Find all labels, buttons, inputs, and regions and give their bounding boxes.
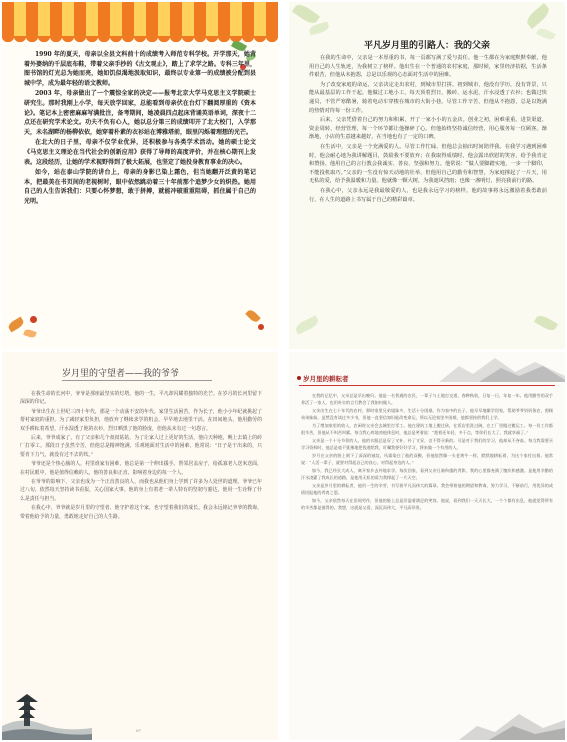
paragraph: 后来，父亲凭借着自己的努力和积累，开了一家小小的五金店。创业之初，困难重重。进货渠道、资金周转、经营管理，每一个环节都让他操碎了心。但他始终坚持诚信经营，用心服务每一位顾客。渐渐地，小店的生意越来越好，在当地也有了一定的口碑。 (309, 117, 547, 141)
paragraph: 为了增加家里的收入，农闲时父亲会去城里打零工。他在建筑工地上搬过砖，在饭店里洗过碗，在工厂里做过搬运工。每一份工作都很辛苦，但他从不叫苦叫累。每当我心疼地劝他休息时，他总是笑着说：“趁着还年轻，多干点，等你们长大了，我就享福了。” (301, 423, 553, 435)
leaf-decoration (23, 328, 37, 339)
page-mother-story (2, 2, 278, 349)
title-divider (62, 380, 212, 381)
paragraph: 爷爷出生在上世纪三四十年代，那是一个动荡不安的年代。家里生活困苦，作为长子，他小小年纪就挑起了帮衬家庭的重担。为了减轻家里负担，他放弃了继续求学的机会，早早地去地里干活。在田间地头，他用勤劳的双手耕耘着希望，汗水湿透了他的衣衫，烈日晒黑了他的脸庞，但他从未有过一句怨言。 (20, 408, 262, 432)
paragraph: 后来，爷爷成家了，有了父亲和几个叔叔姑姑，为了让家人过上更好的生活，他白天种地，晚上去镇上的砖厂打零工。那段日子虽然辛苦，但他总是精神饱满，乐观地面对生活中的困难，他常说：“日子是干出来的，只要肯下力气，就没有过不去的坎。” (20, 435, 262, 458)
leaf-decoration (245, 308, 261, 324)
title-divider (299, 385, 555, 386)
leaf-decoration (534, 313, 558, 333)
leaf-decoration (524, 3, 552, 29)
red-berry-decoration (258, 324, 264, 330)
paragraph: 为了改变家庭的命运，父亲决定走出农村，到城市里打拼。初到城市，他没有学历，没有背景，只能从最基层的工作干起。他做过工地小工，每天顶着烈日，搬砖、运水泥，汗水浸透了衣衫；也做过快递员，不管严寒酷暑，骑着电动车穿梭在城市的大街小巷。尽管工作辛苦，但他从不抱怨，总是以饱满的热情对待每一份工作。 (309, 81, 547, 114)
mountain-ink-illustration (459, 702, 565, 740)
paragraph: 如今，我已经长大成人，离开家乡去外地求学。每次回家，看到父亲日渐佝偻的背影，我的心里都充满了愧疚和感激。是他用辛勤的汗水浇灌了我成长的道路，是他用无私的爱为我撑起了一片天空。 (301, 468, 553, 480)
leaf-decoration (292, 2, 320, 26)
orange-awning-border (2, 2, 278, 36)
paragraph: 在生活中，父亲是一个充满爱的人。尽管工作忙碌，但他总会抽出时间陪伴我。在我学习遇到困难时，他会耐心地为我讲解题目，鼓励我不要放弃；在我取得成绩时，他会露出欣慰的笑容，给予我肯定和赞扬。他用自己的言行教会我诚实、善良、坚强和努力。他常说：“做人要脚踏实地，一步一个脚印，不能投机取巧。”父亲的一生没有惊天动地的壮举，但他用自己的勤劳和智慧，为家庭撑起了一片天，用无私的爱，给予我温暖和力量。他就像一颗大树，为我遮风挡雨；也像一盏明灯，照亮我前行的路。 (309, 143, 547, 185)
page-title: 平凡岁月里的引路人：我的父亲 (363, 41, 490, 51)
paragraph: 父亲是一个十分节俭的人。他的衣服总是穿了又补，补了又穿，舍不得买新的。可是对于我们的学习，他却从不吝啬。每当我需要买学习资料时，他总是毫不犹豫地把钱递给我，叮嘱我要好好学习，将来做一个有用的人。 (301, 438, 553, 450)
paragraph: 在我心中，父亲永远是我最敬爱的人，也是我永远学习的榜样。他的故事将永远激励着我勇敢前行，在人生的道路上书写属于自己的精彩篇章。 (309, 187, 547, 203)
paragraph: 在北大的日子里，母亲不仅学业优异，还积极参与各类学术活动。她的硕士论文《马克思主义理论在当代社会的创新应用》获得了导师的高度评价，并在核心期刊上发表。这段经历，让她的学术视野得到了极大拓展，也坚定了她投身教育事业的决心。 (24, 139, 256, 166)
paragraph: 爷爷还是个热心肠的人，村里谁家有困难，他总是第一个伸出援手。帮邻居盖房子，给孤寡老人送米送面，在村民眼中，他是值得信赖的人。他的善良和正直，影响着身边的每一个人。 (20, 461, 262, 476)
leaf-decoration (7, 317, 25, 333)
red-bullet-icon (297, 376, 301, 380)
paragraph: 岁月在父亲的脸上刻下了深深的皱纹，风霜染白了他的双鬓，但他依然像一头老黄牛一样，默默地耕耘着，为这个家付出着。他常说：“人活一辈子，就要对得起自己的良心，对得起身边的人。” (301, 453, 553, 465)
page-father-guide (289, 2, 565, 349)
mother-story-text (24, 50, 256, 208)
paragraph: 如今，父亲依然每天在田间劳作，但他的脸上总是洋溢着满足的笑容。他说，看到我们一天天长大，一个个都有出息，他就觉得所有的辛苦都是值得的。我想，这就是父爱，深沉而伟大，平凡而珍贵。 (301, 498, 553, 510)
page-grandfather (2, 352, 278, 740)
paragraph: 在我心中，爷爷就是岁月里的守望者，他守护着这个家，也守望着我们的成长。我会永远铭记爷爷的教诲，带着他给予的力量，勇敢地走好自己的人生路。 (20, 505, 262, 520)
page-title: 岁月里的耕耘者 (303, 375, 349, 383)
mountain-ink-illustration (439, 352, 565, 382)
father-guide-text (309, 54, 547, 205)
pagoda-ink-illustration (2, 682, 92, 740)
paragraph: 在我的记忆中，父亲总是早出晚归。他是一名普通的农民，一辈子与土地打交道，春种秋收，日复一日，年复一年。他用勤劳的双手养活了一家人，也用朴实的言行教会了我如何做人。 (301, 393, 553, 405)
leaf-decoration (294, 315, 320, 334)
paragraph: 2003 年，母亲做出了一个震惊全家的决定——报考北京大学马克思主义学院硕士研究生。那时我刚上小学，每天放学回家，总能看到母亲伏在台灯下翻阅厚重的《资本论》。笔记本上密密麻麻写满批注，备考期间，她凌晨四点起床背诵英语单词，深夜十二点还在研究学术论文。功夫不负有心人，她以总分第三的成绩叩开了北大校门，入学那天，未名湖畔的杨柳依依，她穿着朴素的衣衫站在博雅塔前，眼里闪烁着理想的光芒。 (24, 90, 256, 136)
paragraph: 父亲出生在七十年代的农村，那时家里兄弟姐妹多，生活十分困难。作为家中的长子，他早早地辍学回家，帮助爷爷奶奶务农，照顾弟弟妹妹。虽然没有读过多少书，但他一直坚信知识能改变命运，所以无论家里多困难，他都坚持供我们上学。 (301, 408, 553, 420)
paragraph: 如今，站在泰山学院的讲台上，母亲的身影已染上霜色，但当她翻开泛黄的笔记本，把最美在书页间的老视树时，眼中依然跳动着三十年前那个追梦少女的炽热。她用自己的人生告诉我们：只要心怀梦想，敢于拼搏，就能冲破重重阻碍，抓住属于自己的光明。 (24, 169, 256, 205)
cultivator-text (301, 392, 553, 512)
paragraph: 在我的生命中，父亲是一本厚重的书，每一页都写满了爱与责任。他一生都在为家庭默默奉献，他用自己的人生轨迹，为我树立了榜样。他出生在一个普通的农村家庭，那时候，家里经济拮据，生活条件艰苦，但他从未抱怨，总是以乐观的心态面对生活中的困难。 (309, 55, 547, 79)
page-cultivator (289, 352, 565, 740)
page-number: 07 (136, 728, 142, 733)
leaf-decoration (308, 22, 330, 36)
paragraph: 在爷爷的影响下，父亲也成为一个正直善良的人，而我也从他们身上学到了许多为人处世的道理。爷爷已年过八旬，依然每天坚持读书看报，关心国家大事。他的身上有着老一辈人特有的坚韧与豁达，他用一生诠释了什么是责任与担当。 (20, 479, 262, 502)
paragraph: 1990 年的夏天，母亲以全县文科前十的成绩考入师范专科学校。开学那天，她背着外婆纳的千层底布鞋，带着父亲手抄的《古文观止》，踏上了求学之路。专科三年里，图书馆的灯光总为她而亮，她如饥似渴地汲取知识，最终以专业第一的成绩被分配到县城中学，成为最年轻的语文教师。 (24, 51, 256, 87)
page-title: 岁月里的守望者——我的爷爷 (62, 369, 180, 379)
red-berry-decoration (30, 316, 37, 323)
grandfather-text (20, 390, 262, 522)
paragraph: 在我生命的长河中，爷爷是那座最坚实的灯塔。他的一生，平凡却闪耀着独特的光芒。在岁月的长河里留下深深的印记。 (20, 391, 262, 406)
paragraph: 父亲是岁月里的耕耘者，他用一生的辛劳，书写着平凡而伟大的篇章。我会带着他的期望和教诲，努力学习，不断前行，用优异的成绩回报他的养育之恩。 (301, 483, 553, 495)
